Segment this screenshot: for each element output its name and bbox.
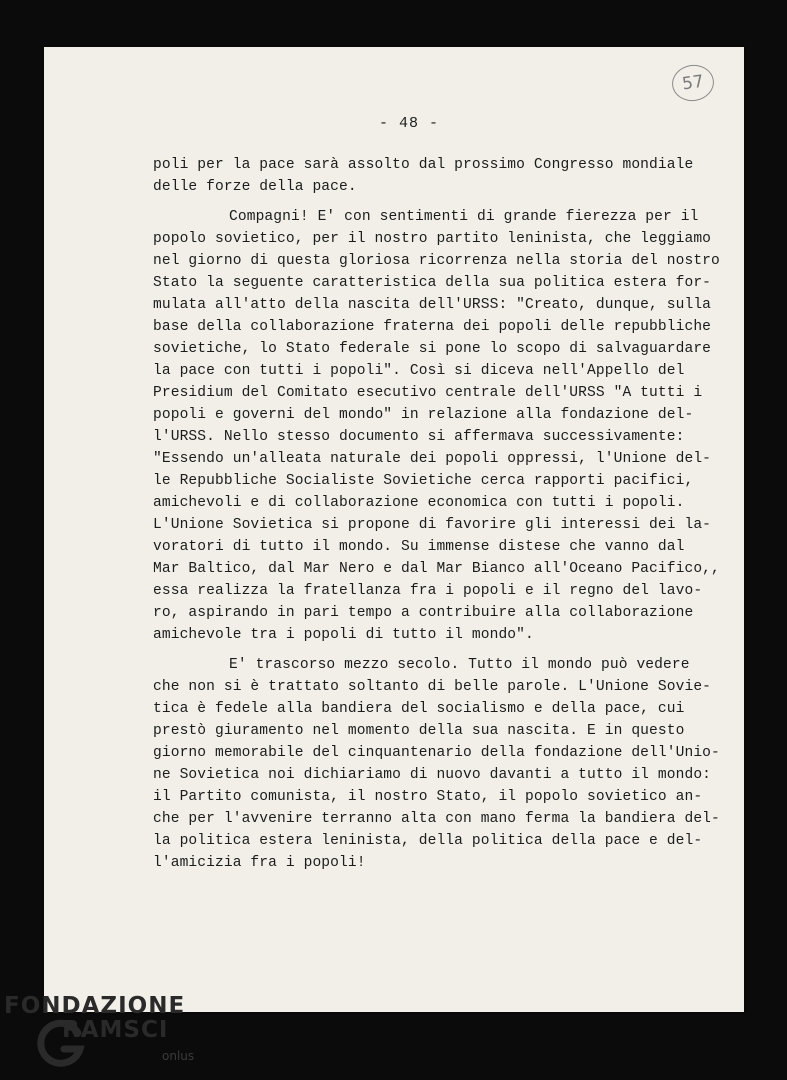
text-line: tica è fedele alla bandiera del socialismo e della pace, cui — [153, 701, 685, 717]
text-line: l'URSS. Nello stesso documento si affermava successivamente: — [153, 429, 685, 445]
text-line: ne Sovietica noi dichiariamo di nuovo davanti a tutto il mondo: — [153, 767, 712, 783]
text-line: le Repubbliche Socialiste Sovietiche cerca rapporti pacifici, — [153, 473, 694, 489]
text-line: prestò giuramento nel momento della sua nascita. E in questo — [153, 723, 685, 739]
text-line: poli per la pace sarà assolto dal prossimo Congresso mondiale — [153, 157, 694, 173]
text-line: delle forze della pace. — [153, 179, 357, 195]
text-line: amichevoli e di collaborazione economica con tutti i popoli. — [153, 495, 685, 511]
text-line: il Partito comunista, il nostro Stato, il popolo sovietico an- — [153, 789, 703, 805]
logo-line-2: RAMSCI — [62, 1017, 169, 1043]
text-line: popolo sovietico, per il nostro partito leninista, che leggiamo — [153, 231, 712, 247]
text-line: che per l'avvenire terranno alta con mano ferma la bandiera del- — [153, 811, 720, 827]
text-line: base della collaborazione fraterna dei popoli delle repubbliche — [153, 319, 712, 335]
text-line: "Essendo un'alleata naturale dei popoli oppressi, l'Unione del- — [153, 451, 712, 467]
fondazione-gramsci-logo — [4, 993, 194, 1073]
text-line: Stato la seguente caratteristica della sua politica estera for- — [153, 275, 712, 291]
text-line: nel giorno di questa gloriosa ricorrenza nella storia del nostro — [153, 253, 720, 269]
archive-number-mark — [670, 62, 717, 103]
text-line: la politica estera leninista, della politica della pace e del- — [153, 833, 703, 849]
text-line: l'amicizia fra i popoli! — [153, 855, 366, 871]
document-page — [44, 47, 744, 1012]
text-line: che non si è trattato soltanto di belle parole. L'Unione Sovie- — [153, 679, 712, 695]
text-line: Mar Baltico, dal Mar Nero e dal Mar Bianco all'Oceano Pacifico,, — [153, 561, 720, 577]
text-line: Compagni! E' con sentimenti di grande fierezza per il — [229, 209, 699, 225]
logo-line-1: FONDAZIONE — [4, 993, 186, 1019]
text-line: Presidium del Comitato esecutivo centrale dell'URSS "A tutti i — [153, 385, 703, 401]
paragraph-2 — [153, 206, 720, 646]
document-body — [153, 154, 720, 882]
text-line: mulata all'atto della nascita dell'URSS: "Creato, dunque, sulla — [153, 297, 712, 313]
archive-number: 57 — [680, 71, 706, 95]
text-line: giorno memorabile del cinquantenario della fondazione dell'Unio- — [153, 745, 720, 761]
text-line: sovietiche, lo Stato federale si pone lo scopo di salvaguardare — [153, 341, 712, 357]
page-number: - 48 - — [378, 115, 439, 132]
text-line: voratori di tutto il mondo. Su immense distese che vanno dal — [153, 539, 685, 555]
paragraph-1 — [153, 154, 713, 198]
text-line: essa realizza la fratellanza fra i popoli e il regno del lavo- — [153, 583, 703, 599]
text-line: E' trascorso mezzo secolo. Tutto il mondo può vedere — [229, 657, 690, 673]
paragraph-3 — [153, 654, 720, 874]
text-line: ro, aspirando in pari tempo a contribuire alla collaborazione — [153, 605, 694, 621]
text-line: la pace con tutti i popoli". Così si diceva nell'Appello del — [153, 363, 685, 379]
text-line: L'Unione Sovietica si propone di favorire gli interessi dei la- — [153, 517, 712, 533]
text-line: amichevole tra i popoli di tutto il mondo". — [153, 627, 534, 643]
text-line: popoli e governi del mondo" in relazione alla fondazione del- — [153, 407, 694, 423]
logo-onlus: onlus — [162, 1049, 195, 1063]
